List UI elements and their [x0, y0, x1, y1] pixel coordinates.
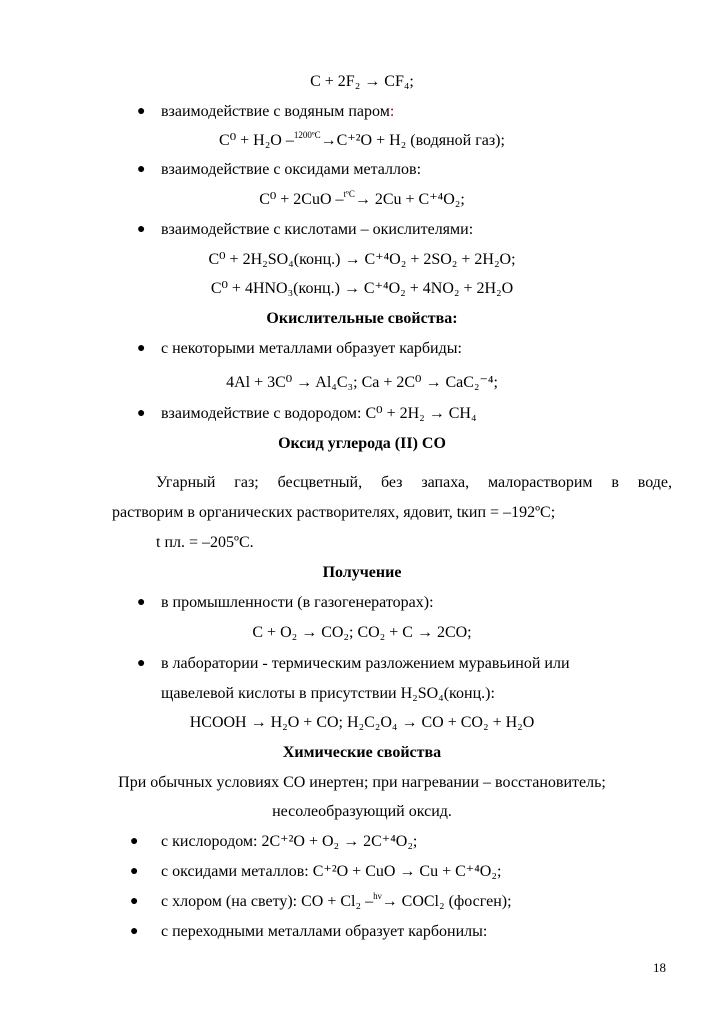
bullet-icon: ●	[137, 162, 146, 177]
equation-c-h2so4: C⁰ + 2H₂SO₄(конц.) → C⁺⁴O₂ + 2SO₂ + 2H₂O;	[208, 251, 516, 268]
paragraph-co-props-line3: t пл. = –205ºC.	[156, 534, 254, 551]
bullet-text: с некоторыми металлами образует карбиды:	[161, 340, 462, 357]
bullet-text: с хлором (на свету): CO + Cl₂ –$^{h\nu}$→ COCl₂ (фосген);	[161, 891, 512, 910]
bullet-text: взаимодействие с оксидами металлов:	[161, 161, 422, 178]
paragraph-co-chem-line2: несолеобразующий оксид.	[272, 803, 452, 820]
bullet-text: в лаборатории - термическим разложением муравьиной или	[161, 655, 570, 672]
equation-industry: C + O₂ → CO₂; CO₂ + C → 2CO;	[252, 624, 472, 641]
heading-oxidizing: Окислительные свойства:	[266, 310, 458, 327]
equation-laboratory: HCOOH → H₂O + CO; H₂C₂O₄ → CO + CO₂ + H₂O	[189, 714, 535, 731]
bullet-text: взаимодействие с кислотами – окислителями:	[161, 221, 474, 238]
heading-production: Получение	[322, 564, 402, 581]
paragraph-co-props-line2: растворим в органических растворителях, ядовит, tкип = –192ºC;	[112, 504, 556, 521]
heading-co: Оксид углерода (II) СО	[278, 435, 446, 452]
bullet-icon: ●	[137, 222, 146, 237]
paragraph-co-chem-line1: При обычных условиях CO инертен; при нагревании – восстановитель;	[118, 774, 606, 791]
equation-c-cuo: C⁰ + 2CuO –$^{tºC}$→ 2Cu + C⁺⁴O₂;	[259, 189, 465, 208]
bullet-icon: ●	[137, 406, 146, 421]
heading-chemical: Химические свойства	[282, 744, 442, 761]
bullet-icon: ●	[137, 656, 146, 671]
bullet-text: с переходными металлами образует карбонилы:	[161, 923, 488, 940]
page-number: 18	[653, 960, 666, 975]
bullet-icon: ●	[130, 894, 139, 909]
bullet-text: в промышленности (в газогенераторах):	[161, 594, 434, 611]
bullet-text: с оксидами металлов: C⁺²O + CuO → Cu + C⁺⁴O₂;	[161, 863, 502, 880]
bullet-icon: ●	[137, 341, 146, 356]
equation-c-f2: С + 2F₂ → CF₄;	[310, 73, 414, 90]
bullet-icon: ●	[130, 834, 139, 849]
equation-c-h2o: C⁰ + H₂O –$^{1200ºC}$→C⁺²O + H₂ (водяной газ);	[219, 130, 505, 149]
paragraph-co-props: Угарный газ; бесцветный, без запаха, малорастворим в воде,	[156, 474, 672, 491]
bullet-icon: ●	[137, 104, 146, 119]
bullet-text-continuation: щавелевой кислоты в присутствии H₂SO₄(конц.):	[161, 685, 495, 702]
bullet-text: с кислородом: 2C⁺²O + O₂ → 2C⁺⁴O₂;	[161, 833, 418, 850]
equation-carbides: 4Al + 3C⁰ → Al₄C₃; Ca + 2C⁰ → CaC₂⁻⁴;	[226, 374, 498, 391]
bullet-icon: ●	[130, 864, 139, 879]
bullet-text: взаимодействие с водяным паром:	[161, 103, 395, 120]
bullet-icon: ●	[137, 595, 146, 610]
bullet-icon: ●	[130, 924, 139, 939]
equation-c-hno3: C⁰ + 4HNO₃(конц.) → C⁺⁴O₂ + 4NO₂ + 2H₂O	[210, 280, 514, 297]
bullet-text: взаимодействие с водородом: C⁰ + 2H₂ → CH₄	[161, 405, 477, 422]
